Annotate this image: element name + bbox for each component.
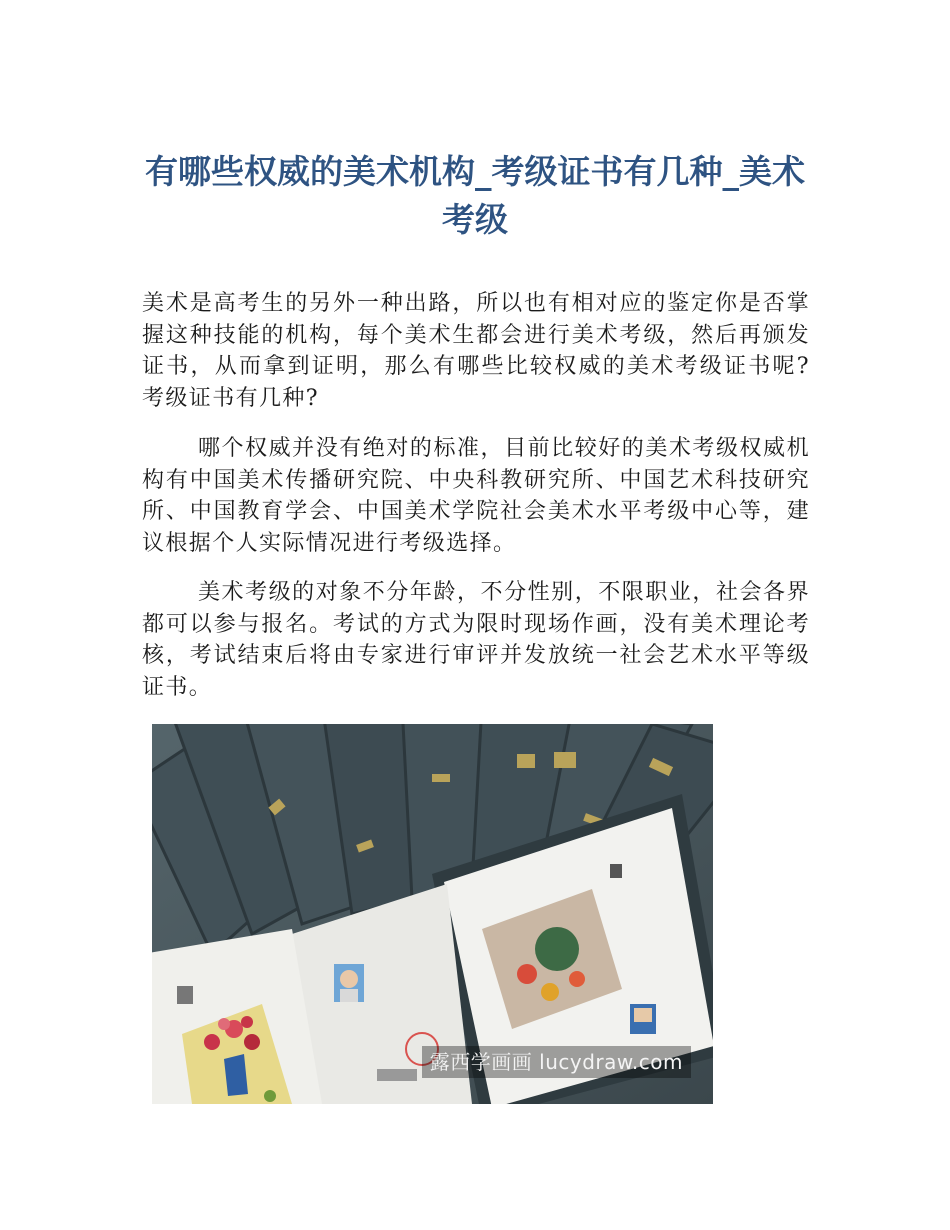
page-title: 有哪些权威的美术机构_考级证书有几种_美术考级 bbox=[145, 152, 805, 239]
paragraph-2: 哪个权威并没有绝对的标准，目前比较好的美术考级权威机构有中国美术传播研究院、中央科教研究所、中国艺术科技研究所、中国教育学会、中国美术学院社会美术水平考级中心等，建议根据个人实际情况进行考级选择。 bbox=[142, 436, 810, 556]
certificates-photo bbox=[152, 724, 713, 1104]
photo-watermark: 露西学画画 lucydraw.com bbox=[422, 1046, 691, 1078]
paragraph-1: 美术是高考生的另外一种出路，所以也有相对应的鉴定你是否掌握这种技能的机构，每个美术生都会进行美术考级，然后再颁发证书，从而拿到证明，那么有哪些比较权威的美术考级证书呢?考级证书有几种? bbox=[142, 291, 810, 411]
certificate-flowers bbox=[152, 929, 322, 1104]
paragraph-3: 美术考级的对象不分年龄，不分性别，不限职业，社会各界都可以参与报名。考试的方式为限时现场作画，没有美术理论考核，考试结束后将由专家进行审评并发放统一社会艺术水平等级证书。 bbox=[142, 580, 810, 700]
